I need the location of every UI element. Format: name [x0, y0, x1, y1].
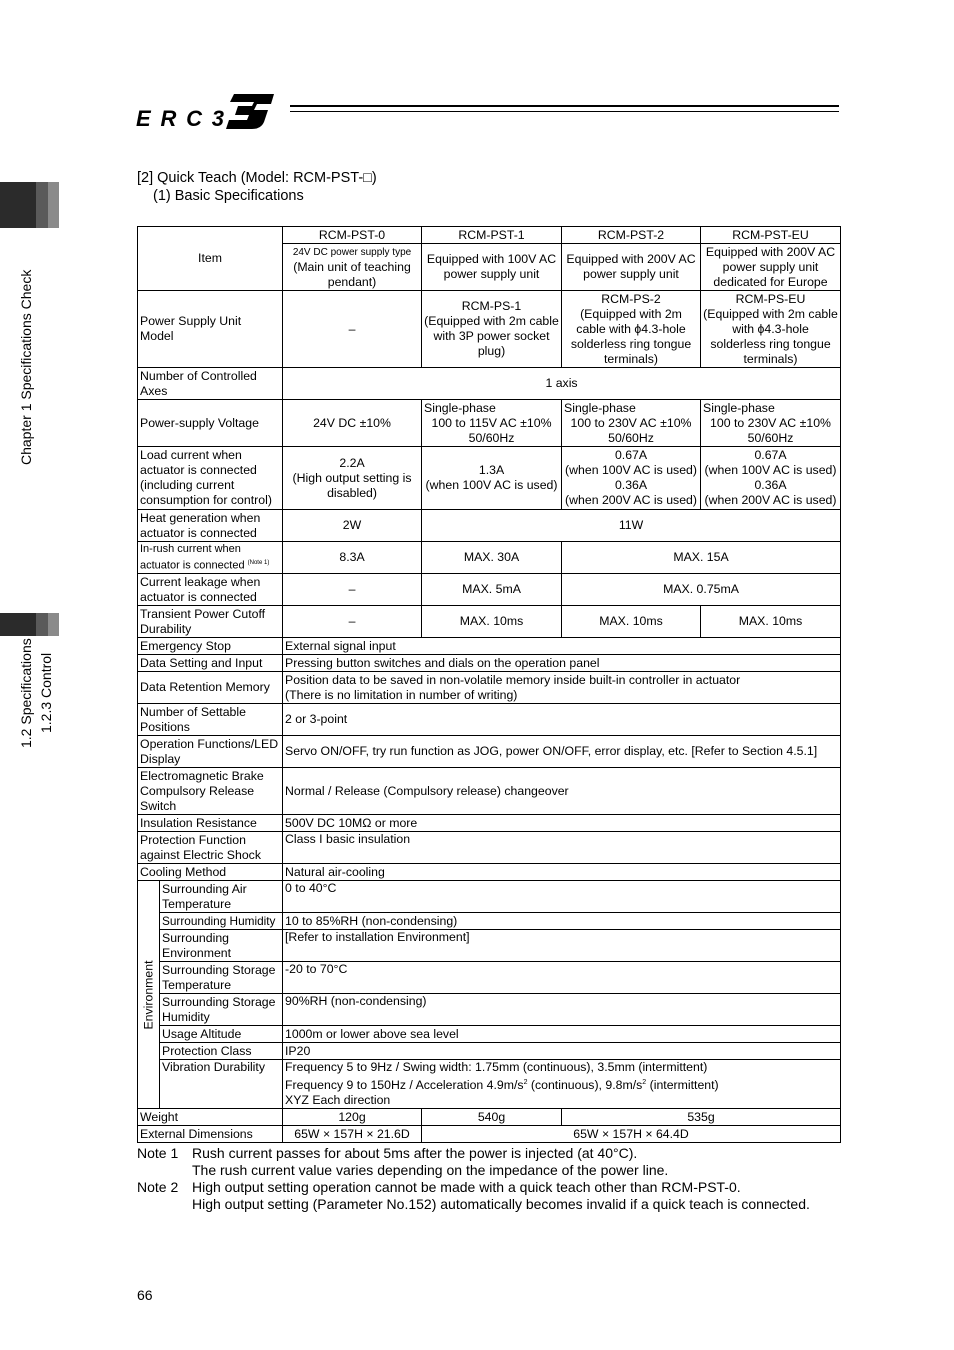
item-header: Item — [138, 227, 283, 291]
storage-temp-label: Surrounding Storage Temperature — [160, 962, 283, 994]
table-row — [138, 227, 841, 244]
leak-value-2: MAX. 0.75mA — [562, 574, 841, 606]
side-section-label-1: 1.2 Specifications — [18, 638, 34, 748]
axes-value: 1 axis — [283, 368, 841, 400]
table-row — [138, 655, 841, 672]
positions-label: Number of Settable Positions — [138, 704, 283, 736]
environment-group — [138, 881, 160, 1109]
humidity-label: Surrounding Humidity — [160, 913, 283, 930]
header-rule-thin — [290, 111, 839, 112]
psu-label: Power Supply Unit Model — [138, 291, 283, 368]
table-row — [138, 400, 841, 447]
altitude-label: Usage Altitude — [160, 1026, 283, 1043]
transient-value-2: MAX. 10ms — [562, 606, 701, 638]
psu-value-0: – — [283, 291, 422, 368]
side-tab-chapter — [0, 182, 59, 228]
positions-value: 2 or 3-point — [283, 704, 841, 736]
estop-value: External signal input — [283, 638, 841, 655]
estop-label: Emergency Stop — [138, 638, 283, 655]
table-row — [138, 864, 841, 881]
dataset-label: Data Setting and Input — [138, 655, 283, 672]
pclass-value: IP20 — [283, 1043, 841, 1060]
table-row — [138, 1126, 841, 1143]
table-row — [138, 913, 841, 930]
voltage-value-3: Single-phase 100 to 230V AC ±10% 50/60Hz — [701, 400, 841, 447]
table-row — [138, 962, 841, 994]
voltage-label: Power-supply Voltage — [138, 400, 283, 447]
insulation-value: 500V DC 10MΩ or more — [283, 815, 841, 832]
model-desc-1: Equipped with 100V AC power supply unit — [422, 244, 562, 291]
model-header-1: RCM-PST-1 — [422, 227, 562, 244]
leak-label: Current leakage when actuator is connected — [138, 574, 283, 606]
table-row — [138, 510, 841, 542]
table-row — [138, 574, 841, 606]
operation-label: Operation Functions/LED Display — [138, 736, 283, 768]
brake-value: Normal / Release (Compulsory release) changeover — [283, 768, 841, 815]
table-row — [138, 1043, 841, 1060]
operation-value: Servo ON/OFF, try run function as JOG, power ON/OFF, error display, etc. [Refer to Section 4.5.1] — [283, 736, 841, 768]
page-number: 66 — [137, 1287, 153, 1303]
table-row — [138, 704, 841, 736]
altitude-value: 1000m or lower above sea level — [283, 1026, 841, 1043]
table-row — [138, 768, 841, 815]
dataset-value: Pressing button switches and dials on the operation panel — [283, 655, 841, 672]
cooling-value: Natural air-cooling — [283, 864, 841, 881]
erc3-logo — [136, 92, 281, 130]
inrush-label: In-rush current when actuator is connected $^{(Note 1)}$ — [138, 542, 283, 574]
spec-table — [137, 226, 841, 1143]
load-value-2: 0.67A (when 100V AC is used) 0.36A (when 200V AC is used) — [562, 447, 701, 510]
brake-label: Electromagnetic Brake Compulsory Release Switch — [138, 768, 283, 815]
protection-value: Class I basic insulation — [283, 832, 841, 864]
table-row — [138, 1109, 841, 1126]
transient-value-1: MAX. 10ms — [422, 606, 562, 638]
model-header-0: RCM-PST-0 — [283, 227, 422, 244]
inrush-value-1: MAX. 30A — [422, 542, 562, 574]
cooling-label: Cooling Method — [138, 864, 283, 881]
table-row — [138, 638, 841, 655]
model-header-2: RCM-PST-2 — [562, 227, 701, 244]
weight-label: Weight — [138, 1109, 283, 1126]
table-row — [138, 447, 841, 510]
notes — [137, 1145, 810, 1213]
surround-label: Surrounding Environment — [160, 930, 283, 962]
dims-label: External Dimensions — [138, 1126, 283, 1143]
heat-label: Heat generation when actuator is connected — [138, 510, 283, 542]
air-temp-value: 0 to 40°C — [283, 881, 841, 913]
load-value-0: 2.2A (High output setting is disabled) — [283, 447, 422, 510]
note-2: Note 2 High output setting operation cannot be made with a quick teach other than RCM-PST-0. High output setting (Parameter No.152) automatically becomes invalid if a quick teach is connected. — [137, 1179, 810, 1212]
heat-value-0: 2W — [283, 510, 422, 542]
retention-label: Data Retention Memory — [138, 672, 283, 704]
insulation-label: Insulation Resistance — [138, 815, 283, 832]
psu-value-2: RCM-PS-2 (Equipped with 2m cable with ϕ4.3-hole solderless ring tongue terminals) — [562, 291, 701, 368]
dims-value-1: 65W × 157H × 64.4D — [422, 1126, 841, 1143]
table-row — [138, 672, 841, 704]
table-row — [138, 291, 841, 368]
surround-value: [Refer to installation Environment] — [283, 930, 841, 962]
vibration-label: Vibration Durability — [160, 1060, 283, 1109]
table-row — [138, 736, 841, 768]
inrush-value-2: MAX. 15A — [562, 542, 841, 574]
table-row — [138, 994, 841, 1026]
weight-value-1: 540g — [422, 1109, 562, 1126]
psu-value-3: RCM-PS-EU (Equipped with 2m cable with ϕ4.3-hole solderless ring tongue terminals) — [701, 291, 841, 368]
side-tab-section — [0, 613, 59, 636]
table-row — [138, 606, 841, 638]
inrush-value-0: 8.3A — [283, 542, 422, 574]
dims-value-0: 65W × 157H × 21.6D — [283, 1126, 422, 1143]
note-1: Note 1 Rush current passes for about 5ms after the power is injected (at 40°C). The rush current value varies depending on the impedance of the power line. — [137, 1145, 669, 1178]
weight-value-2: 535g — [562, 1109, 841, 1126]
side-chapter-label: Chapter 1 Specifications Check — [18, 269, 34, 465]
load-value-1: 1.3A (when 100V AC is used) — [422, 447, 562, 510]
air-temp-label: Surrounding Air Temperature — [160, 881, 283, 913]
table-row — [138, 542, 841, 574]
voltage-value-0: 24V DC ±10% — [283, 400, 422, 447]
table-row — [138, 832, 841, 864]
table-row — [138, 881, 841, 913]
heat-value-1: 11W — [422, 510, 841, 542]
table-row — [138, 930, 841, 962]
table-row — [138, 1060, 841, 1109]
table-row — [138, 815, 841, 832]
psu-value-1: RCM-PS-1 (Equipped with 2m cable with 3P power socket plug) — [422, 291, 562, 368]
storage-temp-value: -20 to 70°C — [283, 962, 841, 994]
header-rule-thick — [290, 105, 839, 107]
transient-label: Transient Power Cutoff Durability — [138, 606, 283, 638]
table-row — [138, 368, 841, 400]
vibration-value: Frequency 5 to 9Hz / Swing width: 1.75mm (continuous), 3.5mm (intermittent) Frequency 9 to 150Hz / Acceleration $4.9m/s^2$ (continuous), $9.8m/s^2$ (intermittent) XYZ Each direction — [283, 1060, 841, 1109]
retention-value: Position data to be saved in non-volatile memory inside built-in controller in actuator (There is no limitation in number of writing) — [283, 672, 841, 704]
model-desc-2: Equipped with 200V AC power supply unit — [562, 244, 701, 291]
logo-text: ERC3 — [136, 106, 224, 130]
model-header-3: RCM-PST-EU — [701, 227, 841, 244]
axes-label: Number of Controlled Axes — [138, 368, 283, 400]
environment-label: Environment — [141, 960, 155, 1030]
transient-value-0: – — [283, 606, 422, 638]
section-heading: [2] Quick Teach (Model: RCM-PST-□) — [137, 170, 377, 186]
pclass-label: Protection Class — [160, 1043, 283, 1060]
humidity-value: 10 to 85%RH (non-condensing) — [283, 913, 841, 930]
subsection-heading: (1) Basic Specifications — [153, 188, 304, 204]
load-label: Load current when actuator is connected (including current consumption for control) — [138, 447, 283, 510]
weight-value-0: 120g — [283, 1109, 422, 1126]
storage-hum-value: 90%RH (non-condensing) — [283, 994, 841, 1026]
storage-hum-label: Surrounding Storage Humidity — [160, 994, 283, 1026]
table-row — [138, 1026, 841, 1043]
model-desc-0: 24V DC power supply type (Main unit of teaching pendant) — [283, 244, 422, 291]
transient-value-3: MAX. 10ms — [701, 606, 841, 638]
voltage-value-1: Single-phase 100 to 115V AC ±10% 50/60Hz — [422, 400, 562, 447]
side-section-label-2: 1.2.3 Control — [38, 652, 54, 733]
voltage-value-2: Single-phase 100 to 230V AC ±10% 50/60Hz — [562, 400, 701, 447]
protection-label: Protection Function against Electric Shock — [138, 832, 283, 864]
leak-value-1: MAX. 5mA — [422, 574, 562, 606]
leak-value-0: – — [283, 574, 422, 606]
load-value-3: 0.67A (when 100V AC is used) 0.36A (when 200V AC is used) — [701, 447, 841, 510]
model-desc-3: Equipped with 200V AC power supply unit dedicated for Europe — [701, 244, 841, 291]
